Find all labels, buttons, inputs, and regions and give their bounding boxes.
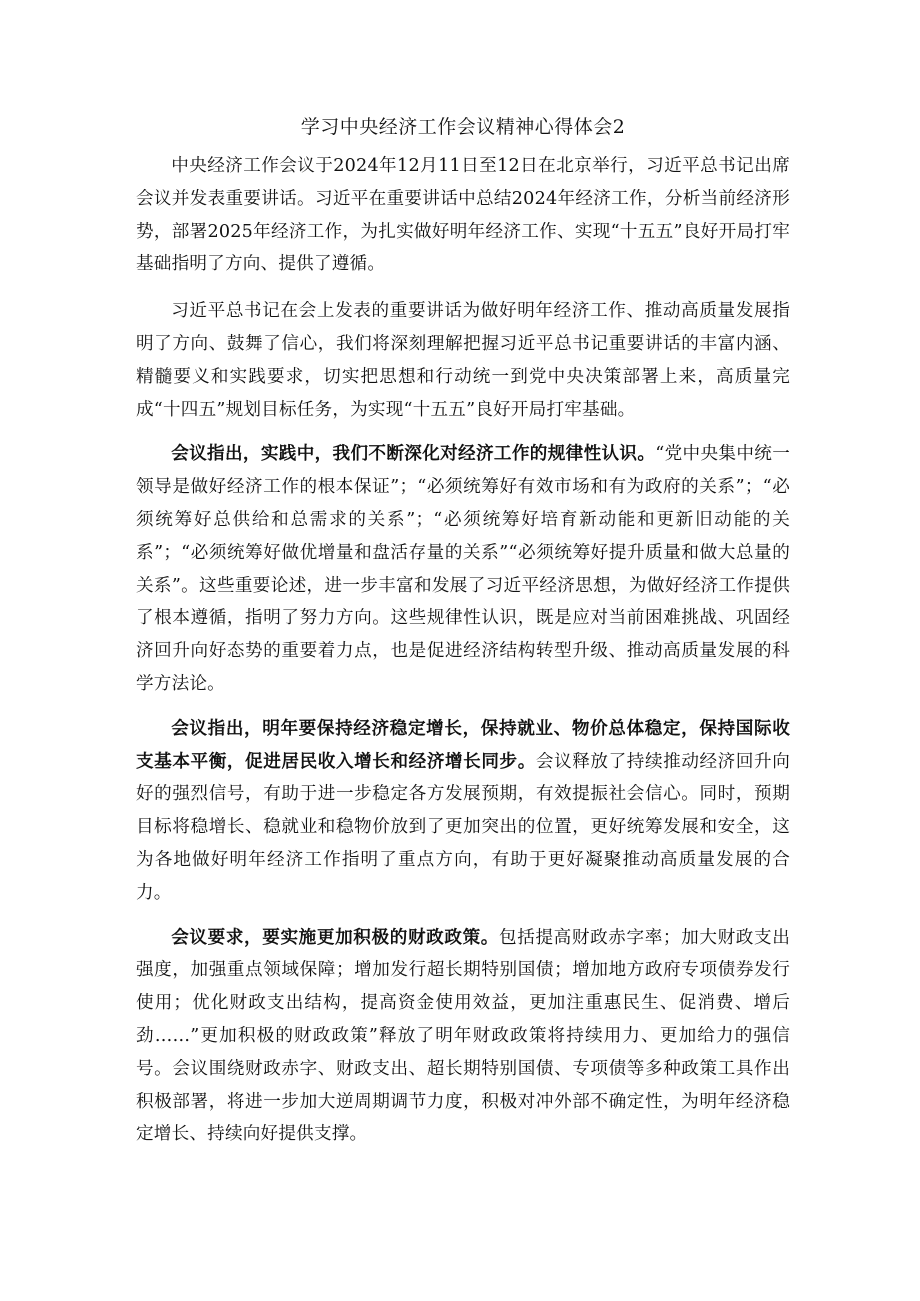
- paragraph-5-lead: 会议要求，要实施更加积极的财政政策。: [171, 926, 500, 948]
- paragraph-3-body: “党中央集中统一领导是做好经济工作的根本保证”；“必须统筹好有效市场和有为政府的关系”；“必须统筹好总供给和总需求的关系”；“必须统筹好培育新动能和更新旧动能的关系”；“必须统筹好做优增量和盘活存量的关系”“必须统筹好提升质量和做大总量的关系”。这些重要论述，进一步丰富和发展了习近平经济思想，为做好经济工作提供了根本遵循，指明了努力方向。这些规律性认识，既是应对当前困难挑战、巩固经济回升向好态势的重要着力点，也是促进经济结构转型升级、推动高质量发展的科学方法论。: [136, 444, 790, 694]
- paragraph-1: [136, 150, 790, 281]
- paragraph-1-body: 中央经济工作会议于2024年12月11日至12日在北京举行，习近平总书记出席会议并发表重要讲话。习近平在重要讲话中总结2024年经济工作，分析当前经济形势，部署2025年经济工作，为扎实做好明年经济工作、实现“十五五”良好开局打牢基础指明了方向、提供了遵循。: [136, 156, 790, 275]
- paragraph-4-body: 会议释放了持续推动经济回升向好的强烈信号，有助于进一步稳定各方发展预期，有效提振社会信心。同时，预期目标将稳增长、稳就业和稳物价放到了更加突出的位置，更好统筹发展和安全，这为各地做好明年经济工作指明了重点方向，有助于更好凝聚推动高质量发展的合力。: [136, 751, 790, 903]
- paragraph-3-lead: 会议指出，实践中，我们不断深化对经济工作的规律性认识。: [171, 443, 656, 465]
- paragraph-5-body: 包括提高财政赤字率；加大财政支出强度，加强重点领域保障；增加发行超长期特别国债；增加地方政府专项债券发行使用；优化财政支出结构，提高资金使用效益，更加注重惠民生、促消费、增后劲……”更加积极的财政政策”释放了明年财政政策将持续用力、更加给力的强信号。会议围绕财政赤字、财政支出、超长期特别国债、专项债等多种政策工具作出积极部署，将进一步加大逆周期调节力度，积极对冲外部不确定性，为明年经济稳定增长、持续向好提供支撑。: [136, 927, 790, 1145]
- paragraph-4-lead: 会议指出，明年要保持经济稳定增长，保持就业、物价总体稳定，保持国际收支基本平衡，促进居民收入增长和经济增长同步。: [136, 717, 790, 772]
- document-title: 学习中央经济工作会议精神心得体会2: [300, 116, 626, 138]
- paragraph-2: [136, 295, 790, 426]
- paragraph-5: [136, 922, 790, 1152]
- paragraph-3: [136, 438, 790, 700]
- paragraph-2-body: 习近平总书记在会上发表的重要讲话为做好明年经济工作、推动高质量发展指明了方向、鼓舞了信心，我们将深刻理解把握习近平总书记重要讲话的丰富内涵、精髓要义和实践要求，切实把思想和行动统一到党中央决策部署上来，高质量完成“十四五”规划目标任务，为实现“十五五”良好开局打牢基础。: [136, 301, 790, 420]
- paragraph-4: [136, 713, 790, 910]
